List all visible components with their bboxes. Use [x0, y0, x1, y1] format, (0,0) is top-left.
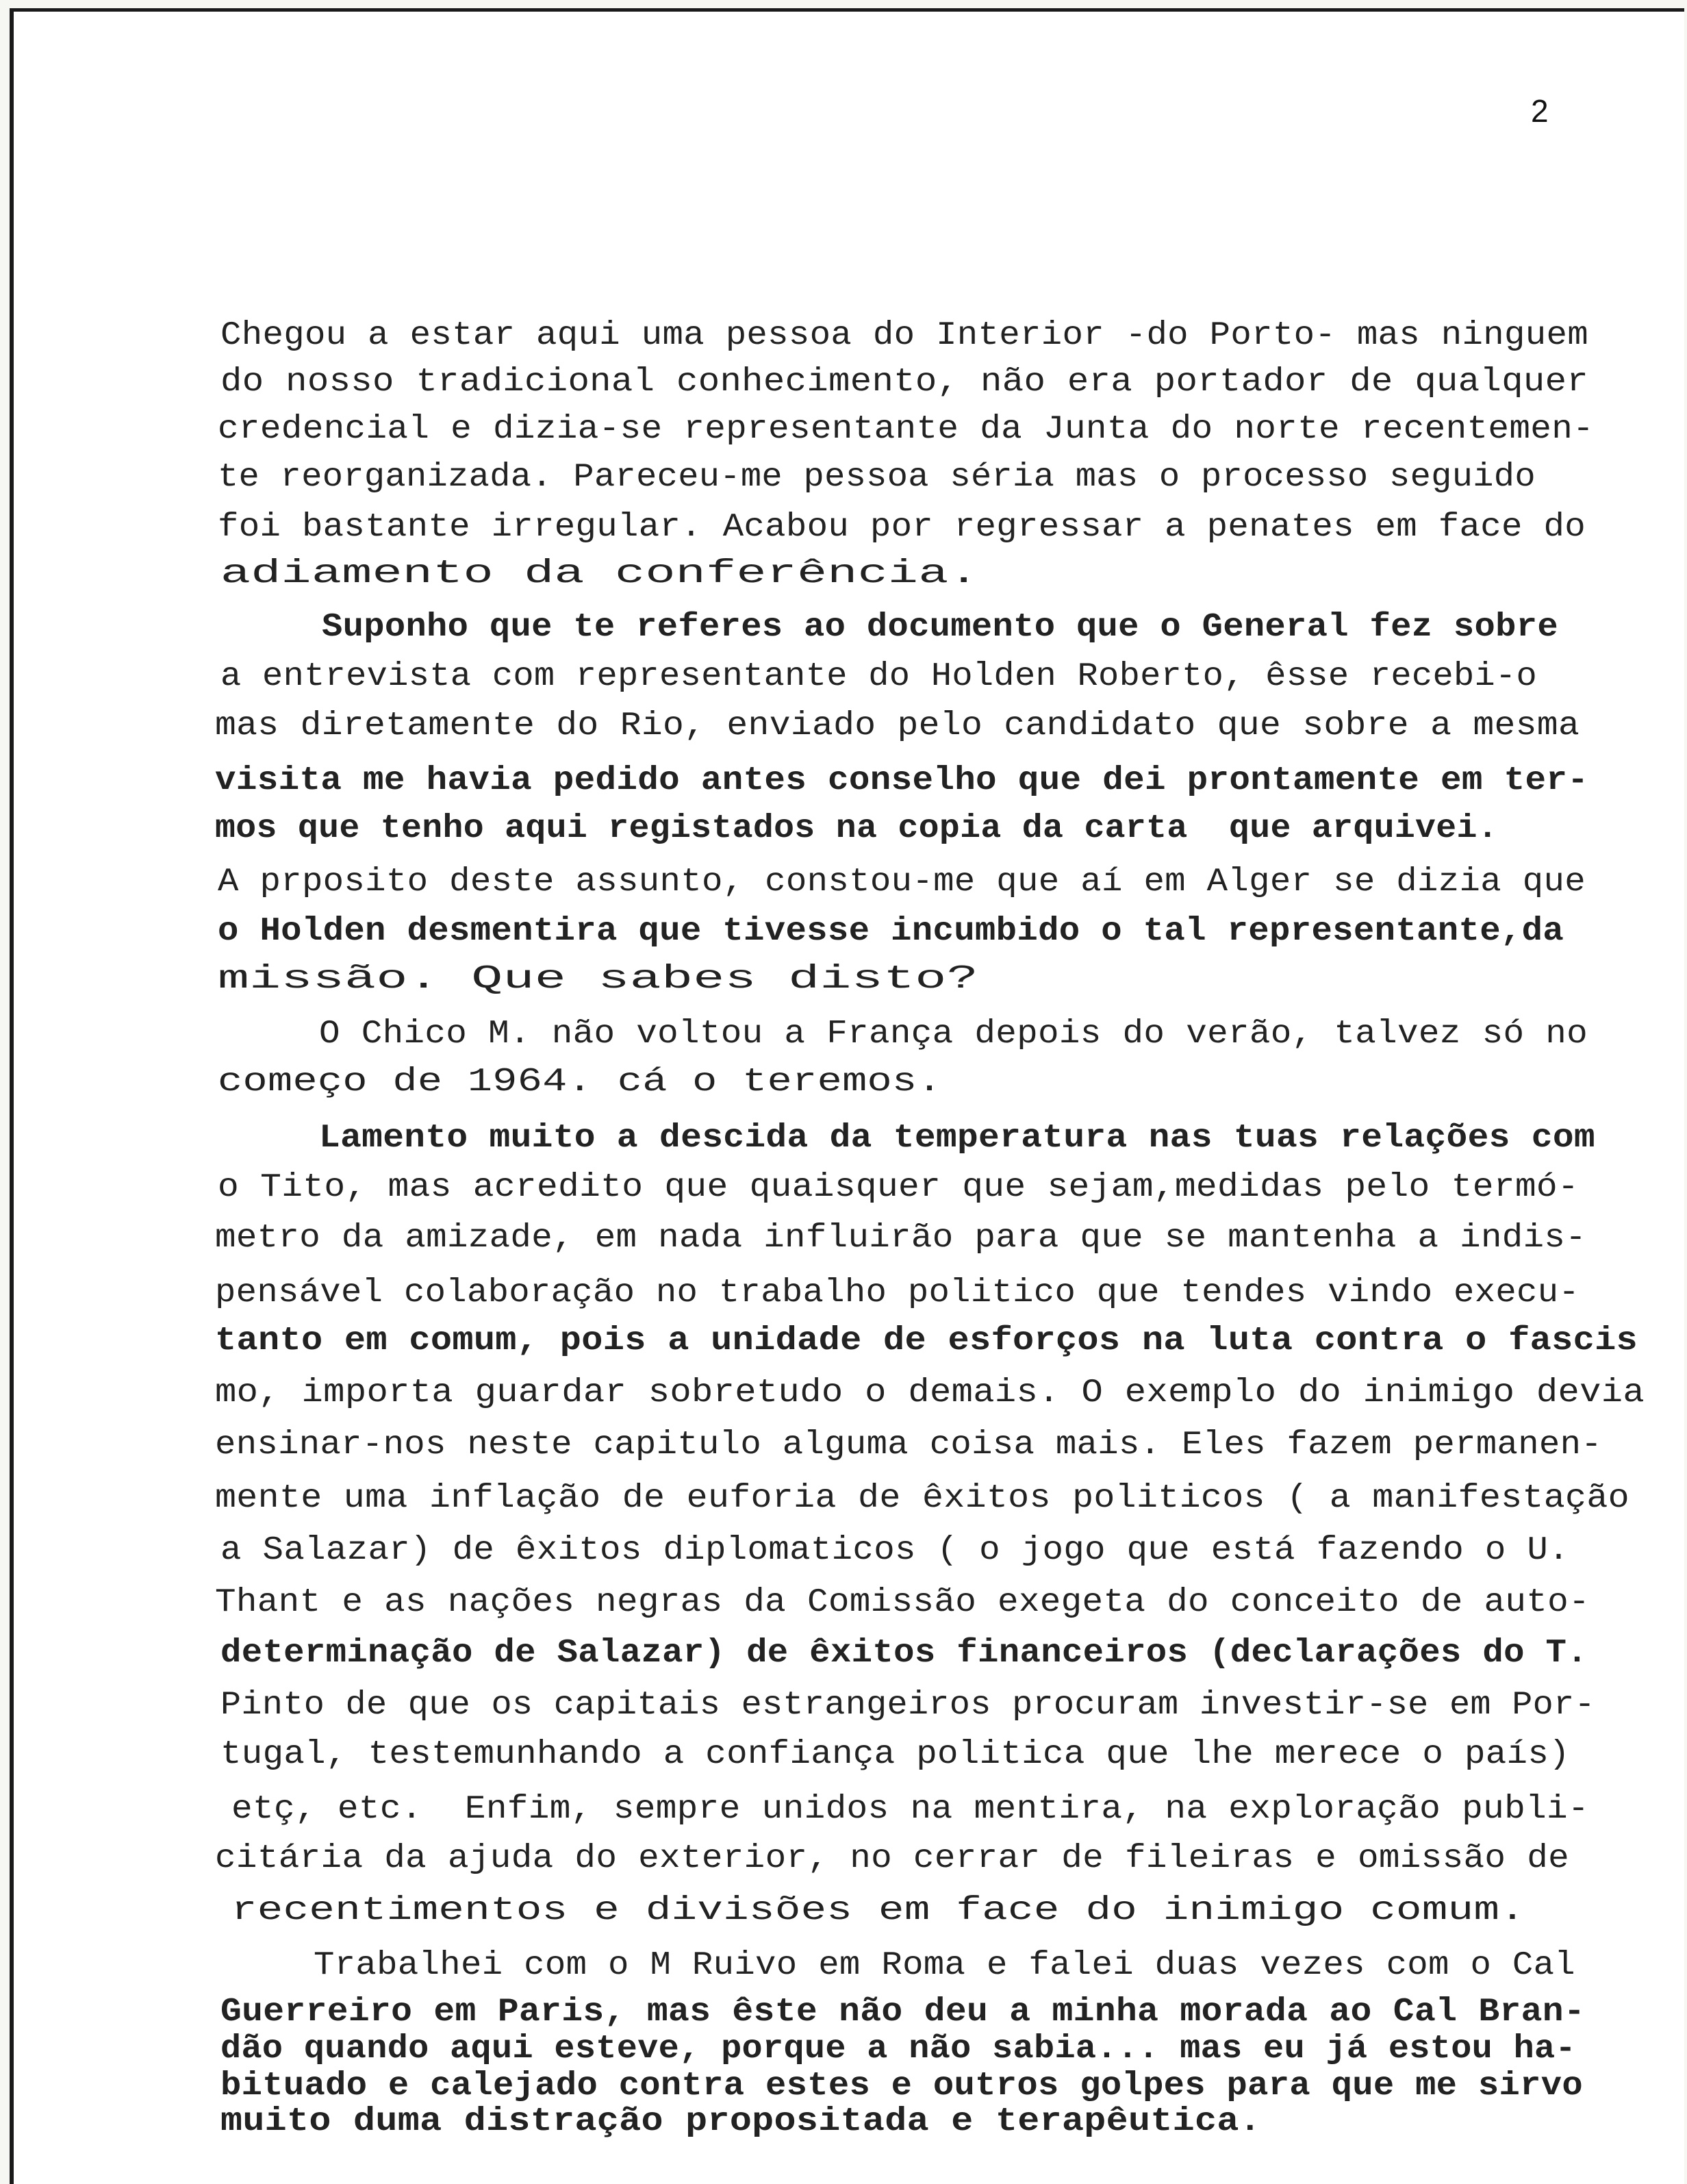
- text-line: Pinto de que os capitais estrangeiros procuram investir-se em Por-: [220, 1687, 1595, 1724]
- text-line: citária da ajuda do exterior, no cerrar de fileiras e omissão de: [215, 1840, 1570, 1877]
- text-line: muito duma distração propositada e terapêutica.: [220, 2103, 1262, 2140]
- text-line: mos que tenho aqui registados na copia da carta que arquivei.: [215, 810, 1498, 847]
- text-line: Lamento muito a descida da temperatura nas tuas relações com: [319, 1120, 1595, 1157]
- text-line: te reorganizada. Pareceu-me pessoa séria mas o processo seguido: [218, 459, 1536, 496]
- text-line: ensinar-nos neste capitulo alguma coisa mais. Eles fazem permanen-: [215, 1427, 1602, 1464]
- text-line: metro da amizade, em nada influirão para que se mantenha a indis-: [215, 1220, 1587, 1257]
- text-line: foi bastante irregular. Acabou por regressar a penates em face do: [218, 509, 1586, 546]
- text-line: Suponho que te referes ao documento que o General fez sobre: [322, 609, 1558, 646]
- text-line: pensável colaboração no trabalho politico que tendes vindo execu-: [215, 1275, 1580, 1311]
- text-line: bituado e calejado contra estes e outros golpes para que me sirvo: [220, 2068, 1583, 2105]
- text-line: tanto em comum, pois a unidade de esforços na luta contra o fascis: [215, 1322, 1638, 1359]
- text-line: Chegou a estar aqui uma pessoa do Interior -do Porto- mas ninguem: [220, 317, 1588, 354]
- text-line: Trabalhei com o M Ruivo em Roma e falei duas vezes com o Cal: [314, 1947, 1576, 1984]
- text-line: mas diretamente do Rio, enviado pelo candidato que sobre a mesma: [215, 707, 1580, 744]
- text-line: etç, etc. Enfim, sempre unidos na mentira, na exploração publi-: [231, 1791, 1590, 1828]
- text-line: A prposito deste assunto, constou-me que aí em Alger se dizia que: [218, 864, 1586, 901]
- text-line: Guerreiro em Paris, mas êste não deu a minha morada ao Cal Bran-: [220, 1994, 1586, 2031]
- text-line: mente uma inflação de euforia de êxitos politicos ( a manifestação: [215, 1480, 1629, 1517]
- text-line: Thant e as nações negras da Comissão exegeta do conceito de auto-: [215, 1584, 1590, 1621]
- text-line: a Salazar) de êxitos diplomaticos ( o jogo que está fazendo o U.: [220, 1532, 1569, 1569]
- text-line: credencial e dizia-se representante da Junta do norte recentemen-: [218, 411, 1595, 448]
- page-number: 2: [1531, 93, 1549, 129]
- text-line: do nosso tradicional conhecimento, não era portador de qualquer: [220, 364, 1589, 401]
- text-line: recentimentos e divisões em face do inimigo comum.: [231, 1892, 1526, 1929]
- text-line: dão quando aqui esteve, porque a não sabia... mas eu já estou ha-: [220, 2031, 1576, 2068]
- text-line: o Holden desmentira que tivesse incumbido o tal representante,da: [218, 913, 1564, 950]
- text-line: visita me havia pedido antes conselho que dei prontamente em ter-: [215, 762, 1589, 799]
- text-line: começo de 1964. cá o teremos.: [218, 1064, 943, 1101]
- text-line: adiamento da conferência.: [220, 555, 980, 592]
- text-line: tugal, testemunhando a confiança politica que lhe merece o país): [220, 1736, 1570, 1773]
- text-line: o Tito, mas acredito que quaisquer que sejam,medidas pelo termó-: [218, 1169, 1580, 1206]
- text-line: mo, importa guardar sobretudo o demais. O exemplo do inimigo devia: [215, 1375, 1645, 1411]
- text-line: a entrevista com representante do Holden Roberto, êsse recebi-o: [220, 658, 1538, 695]
- text-line: missão. Que sabes disto?: [218, 961, 978, 998]
- text-line: O Chico M. não voltou a França depois do verão, talvez só no: [319, 1016, 1588, 1053]
- text-line: determinação de Salazar) de êxitos financeiros (declarações do T.: [220, 1635, 1588, 1672]
